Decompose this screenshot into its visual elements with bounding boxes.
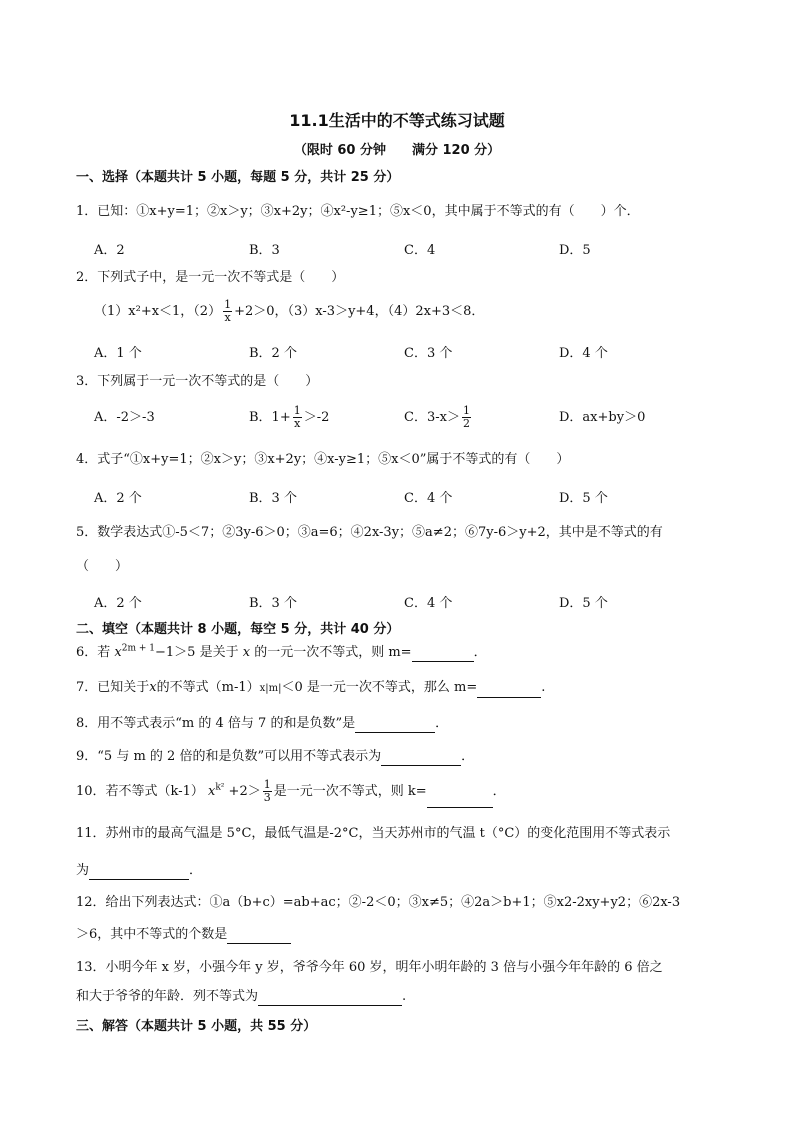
question-12-text: ＞6，其中不等式的个数是 <box>76 927 228 942</box>
question-7 <box>76 679 545 698</box>
question-3-option-b <box>249 402 329 434</box>
question-2-expressions <box>94 297 484 327</box>
answer-blank[interactable] <box>355 718 435 733</box>
question-2-expr-part-1: （1）x²+x＜1，（2） <box>94 304 222 319</box>
section-heading-choice: 一、选择（本题共计 5 小题，每题 5 分，共计 25 分） <box>76 170 400 185</box>
question-13-line-2 <box>76 988 406 1006</box>
question-11-line-1: 11．苏州市的最高气温是 5°C，最低气温是-2°C，当天苏州市的气温 t（°C）的变化范围用不等式表示 <box>76 826 671 841</box>
question-1-option-d: D．5 <box>559 243 591 258</box>
question-10-suffix: 是一元一次不等式，则 k= <box>273 784 427 799</box>
question-3-stem: 3．下列属于一元一次不等式的是（ ） <box>76 374 319 389</box>
question-12-line-2 <box>76 926 291 944</box>
end-mark: ． <box>189 863 203 878</box>
option-c-prefix: C．3-x＞ <box>404 410 460 425</box>
question-3-options <box>94 402 714 434</box>
question-9 <box>76 748 474 766</box>
question-2-options <box>94 342 714 360</box>
variable-x: x <box>149 680 157 695</box>
power-expression: x|m| <box>259 683 282 694</box>
question-13-text: 和大于爷爷的年龄．列不等式为 <box>76 989 259 1004</box>
question-6 <box>76 644 487 662</box>
fraction-denominator: 2 <box>462 417 470 430</box>
question-4-option-a: A．2 个 <box>94 491 142 506</box>
answer-blank[interactable] <box>412 647 474 662</box>
question-13-line-1: 13．小明今年 x 岁，小强今年 y 岁，爷爷今年 60 岁，明年小明年龄的 3 倍与小强今年年龄的 6 倍之 <box>76 960 663 975</box>
exponent: 2m + 1 <box>121 643 156 654</box>
question-8 <box>76 715 448 733</box>
answer-blank[interactable] <box>258 991 402 1006</box>
question-10-prefix: 10．若不等式（k-1） <box>76 784 204 799</box>
question-3-option-a: A．-2＞-3 <box>94 410 155 425</box>
fraction-numerator: 1 <box>224 298 232 311</box>
question-2-option-a: A．1 个 <box>94 346 142 361</box>
page-title: 11.1生活中的不等式练习试题 <box>289 111 505 130</box>
question-11-prefix: 为 <box>76 863 90 878</box>
option-b-suffix: ＞-2 <box>303 410 330 425</box>
answer-blank[interactable] <box>427 793 493 808</box>
question-3-option-c <box>404 402 473 434</box>
end-mark: ． <box>435 716 449 731</box>
question-5-stem: 5．数学表达式①-5＜7；②3y-6＞0；③a=6；④2x-3y；⑤a≠2；⑥7y-6＞y+2，其中是不等式的有 <box>76 525 663 540</box>
fraction-denominator: 3 <box>263 791 271 804</box>
question-2-option-b: B．2 个 <box>249 346 297 361</box>
section-heading-solve: 三、解答（本题共计 5 小题，共 55 分） <box>76 1019 317 1034</box>
variable-x: x <box>114 645 122 660</box>
answer-blank[interactable] <box>381 751 461 766</box>
exponent: k² <box>215 782 225 793</box>
fraction-numerator: 1 <box>462 404 470 417</box>
fraction-1-over-2 <box>462 405 471 430</box>
question-6-suffix: 的一元一次不等式，则 m= <box>254 645 412 660</box>
fraction-1-over-x <box>293 405 302 430</box>
question-4-option-b: B．3 个 <box>249 491 297 506</box>
question-2-option-d: D．4 个 <box>559 346 608 361</box>
question-1-stem: 1．已知：①x+y=1；②x＞y；③x+2y；④x²-y≥1；⑤x＜0，其中属于不等式的有（ ）个． <box>76 204 640 219</box>
question-10 <box>76 776 506 808</box>
question-5-option-a: A．2 个 <box>94 596 142 611</box>
question-4-option-c: C．4 个 <box>404 491 453 506</box>
question-2-option-c: C．3 个 <box>404 346 453 361</box>
answer-blank[interactable] <box>89 865 189 880</box>
question-9-text: 9．“5 与 m 的 2 倍的和是负数”可以用不等式表示为 <box>76 749 382 764</box>
question-4-options <box>94 487 714 505</box>
question-1-option-c: C．4 <box>404 243 436 258</box>
end-mark: ． <box>473 645 487 660</box>
end-mark: . <box>541 680 546 695</box>
page-subtitle: （限时 60 分钟 满分 120 分） <box>293 143 501 158</box>
question-10-middle: +2＞ <box>228 784 261 799</box>
question-6-middle: −1＞5 是关于 <box>155 645 239 660</box>
question-6-prefix: 6．若 <box>76 645 111 660</box>
fraction-numerator: 1 <box>263 778 271 791</box>
question-11-line-2 <box>76 862 202 880</box>
question-7-prefix: 7．已知关于 <box>76 680 150 695</box>
question-5-stem-continued: （ ） <box>76 559 129 574</box>
question-2-stem: 2．下列式子中，是一元一次不等式是（ ） <box>76 270 345 285</box>
variable-x: x <box>208 784 216 799</box>
fraction-1-over-3 <box>263 779 272 804</box>
answer-blank[interactable] <box>477 683 541 698</box>
end-mark: . <box>402 989 407 1004</box>
question-1-options <box>94 239 714 257</box>
question-3-option-d: D．ax+by＞0 <box>559 410 646 425</box>
question-5-option-d: D．5 个 <box>559 596 608 611</box>
question-4-stem: 4．式子“①x+y=1；②x＞y；③x+2y；④x-y≥1；⑤x＜0”属于不等式的有（ ） <box>76 452 570 467</box>
end-mark: ． <box>461 749 475 764</box>
question-8-text: 8．用不等式表示“m 的 4 倍与 7 的和是负数”是 <box>76 716 356 731</box>
option-b-prefix: B．1+ <box>249 410 291 425</box>
question-7-middle: 的不等式（m-1） <box>156 680 260 695</box>
fraction-denominator: x <box>294 417 301 430</box>
question-2-expr-part-2: +2＞0，（3）x-3＞y+4，（4）2x+3＜8． <box>234 304 485 319</box>
fraction-numerator: 1 <box>293 404 301 417</box>
question-1-option-b: B．3 <box>249 243 280 258</box>
section-heading-fill-blank: 二、填空（本题共计 8 小题，每空 5 分，共计 40 分） <box>76 622 400 637</box>
variable-x: x <box>242 645 251 660</box>
end-mark: ． <box>492 784 506 799</box>
question-12-line-1: 12．给出下列表达式：①a（b+c）=ab+ac；②-2＜0；③x≠5；④2a＞b+1；⑤x2-2xy+y2；⑥2x-3 <box>76 895 681 910</box>
question-5-options <box>94 592 714 610</box>
fraction-denominator: x <box>224 311 231 324</box>
answer-blank[interactable] <box>227 929 291 944</box>
question-5-option-b: B．3 个 <box>249 596 297 611</box>
question-7-suffix: ＜0 是一元一次不等式，那么 m= <box>281 680 478 695</box>
fraction-1-over-x <box>223 299 232 324</box>
question-1-option-a: A．2 <box>94 243 125 258</box>
question-4-option-d: D．5 个 <box>559 491 608 506</box>
question-5-option-c: C．4 个 <box>404 596 453 611</box>
